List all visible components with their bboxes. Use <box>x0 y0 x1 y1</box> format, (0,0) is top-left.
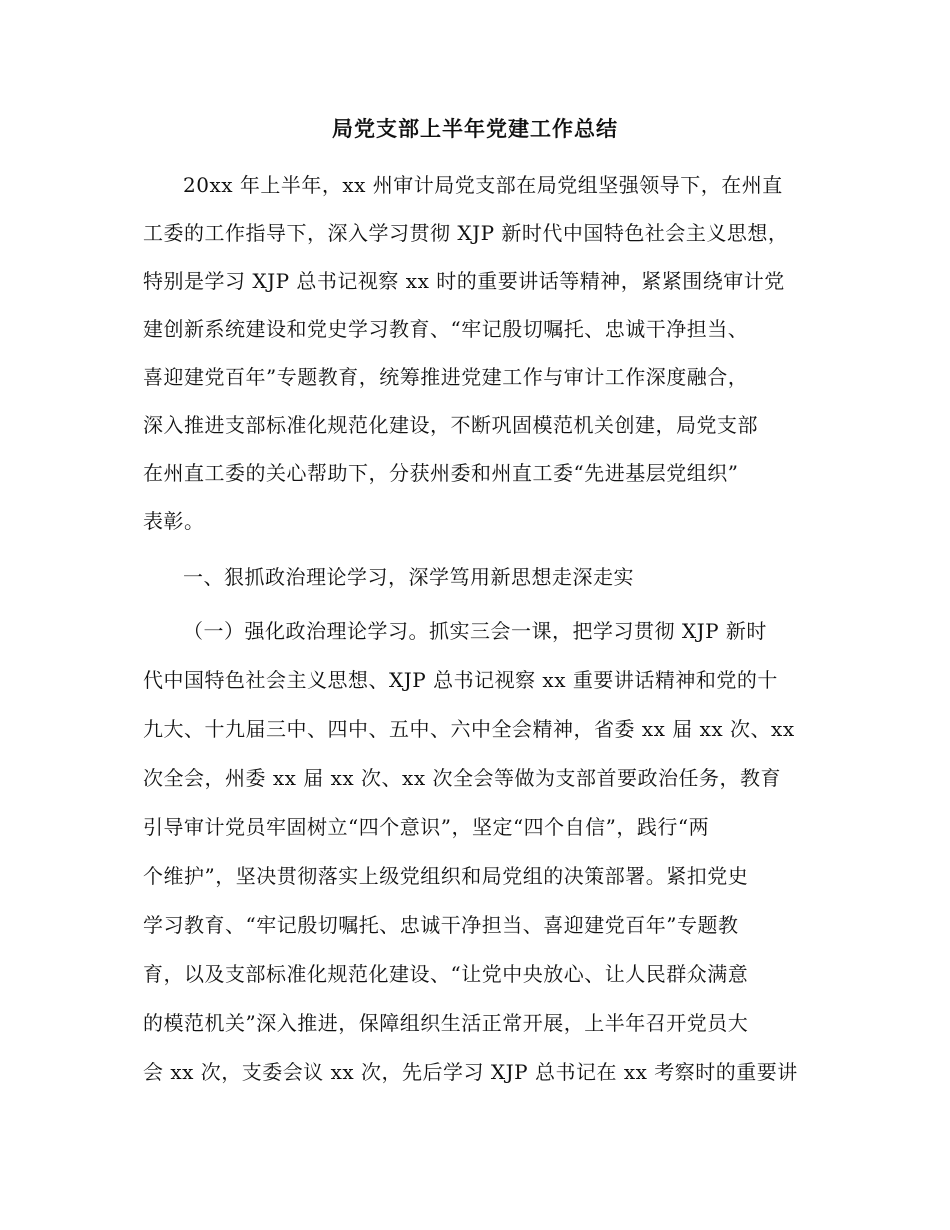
paragraph-line: 个维护”，坚决贯彻落实上级党组织和局党组的决策部署。紧扣党史 <box>143 864 749 888</box>
paragraph-line: 特别是学习 XJP 总书记视察 xx 时的重要讲话等精神，紧紧围绕审计党 <box>143 269 785 293</box>
paragraph-line: 表彰。 <box>143 509 205 533</box>
paragraph-line: 学习教育、“牢记殷切嘱托、忠诚干净担当、喜迎建党百年”专题教 <box>143 913 739 937</box>
document-title: 局党支部上半年党建工作总结 <box>332 116 618 141</box>
paragraph-line: 深入推进支部标准化规范化建设，不断巩固模范机关创建，局党支部 <box>143 413 758 437</box>
paragraph-line: 引导审计党员牢固树立“四个意识”，坚定“四个自信”，践行“两 <box>143 815 710 839</box>
paragraph-line: 育，以及支部标准化规范化建设、“让党中央放心、让人民群众满意 <box>143 962 749 986</box>
paragraph-line: 工委的工作指导下，深入学习贯彻 XJP 新时代中国特色社会主义思想， <box>143 221 789 245</box>
paragraph-line: 建创新系统建设和党史学习教育、“牢记殷切嘱托、忠诚干净担当、 <box>143 317 749 341</box>
paragraph-line: 20xx 年上半年，xx 州审计局党支部在局党组坚强领导下，在州直 <box>183 173 783 197</box>
paragraph-line: 的模范机关”深入推进，保障组织生活正常开展，上半年召开党员大 <box>143 1011 749 1035</box>
paragraph-line: 次全会，州委 xx 届 xx 次、xx 次全会等做为支部首要政治任务，教育 <box>143 766 781 790</box>
section-heading: 一、狠抓政治理论学习，深学笃用新思想走深走实 <box>183 565 634 589</box>
paragraph-line: 九大、十九届三中、四中、五中、六中全会精神，省委 xx 届 xx 次、xx <box>143 717 795 741</box>
paragraph-line: 在州直工委的关心帮助下，分获州委和州直工委“先进基层党组织” <box>143 461 739 485</box>
paragraph-line: 代中国特色社会主义思想、XJP 总书记视察 xx 重要讲话精神和党的十 <box>143 668 778 692</box>
paragraph-line: （一）强化政治理论学习。抓实三会一课，把学习贯彻 XJP 新时 <box>183 619 767 643</box>
paragraph-line: 喜迎建党百年”专题教育，统筹推进党建工作与审计工作深度融合， <box>143 365 749 389</box>
paragraph-line: 会 xx 次，支委会议 xx 次，先后学习 XJP 总书记在 xx 考察时的重要讲 <box>143 1060 798 1084</box>
